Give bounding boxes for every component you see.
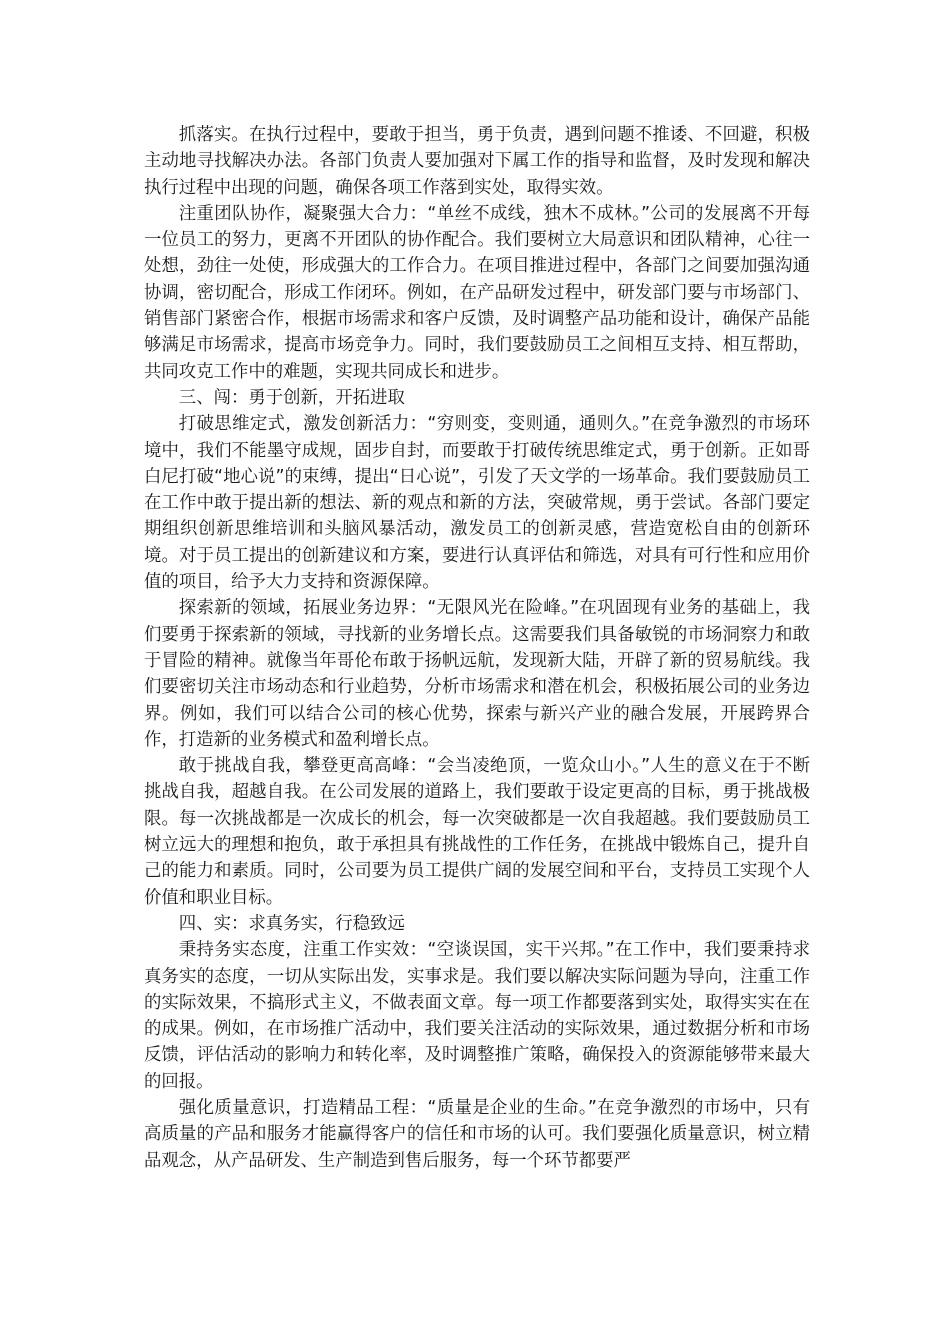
paragraph-quality: 强化质量意识，打造精品工程：“质量是企业的生命。”在竞争激烈的市场中，只有高质量的产品和服务才能赢得客户的信任和市场的认可。我们要强化质量意识，树立精品观念，从产品研发、生产制造到售后服务，每一个环节都要严 — [144, 1097, 810, 1171]
document-page — [144, 122, 810, 1174]
paragraph-teamwork: 注重团队协作，凝聚强大合力：“单丝不成线，独木不成林。”公司的发展离不开每一位员工的努力，更离不开团队的协作配合。我们要树立大局意识和团队精神，心往一处想，劲往一处使，形成强大的工作合力。在项目推进过程中，各部门之间要加强沟通协调，密切配合，形成工作闭环。例如，在产品研发过程中，研发部门要与市场部门、销售部门紧密合作，根据市场需求和客户反馈，及时调整产品功能和设计，确保产品能够满足市场需求，提高市场竞争力。同时，我们要鼓励员工之间相互支持、相互帮助，共同攻克工作中的难题，实现共同成长和进步。 — [144, 203, 810, 382]
section-heading-innovation: 三、闯：勇于创新，开拓进取 — [178, 387, 405, 408]
paragraph-challenge-self: 敢于挑战自我，攀登更高高峰：“会当凌绝顶，一览众山小。”人生的意义在于不断挑战自我，超越自我。在公司发展的道路上，我们要敢于设定更高的目标，勇于挑战极限。每一次挑战都是一次成长的机会，每一次突破都是一次自我超越。我们要鼓励员工树立远大的理想和抱负，敢于承担具有挑战性的工作任务，在挑战中锻炼自己，提升自己的能力和素质。同时，公司要为员工提供广阔的发展空间和平台，支持员工实现个人价值和职业目标。 — [144, 756, 810, 908]
paragraph-explore-fields: 探索新的领域，拓展业务边界：“无限风光在险峰。”在巩固现有业务的基础上，我们要勇于探索新的领域，寻找新的业务增长点。这需要我们具备敏锐的市场洞察力和敢于冒险的精神。就像当年哥伦布敢于扬帆远航，发现新大陆，开辟了新的贸易航线。我们要密切关注市场动态和行业趋势，分析市场需求和潜在机会，积极拓展公司的业务边界。例如，我们可以结合公司的核心优势，探索与新兴产业的融合发展，开展跨界合作，打造新的业务模式和盈利增长点。 — [144, 598, 810, 750]
paragraph-break-thinking: 打破思维定式，激发创新活力：“穷则变，变则通，通则久。”在竞争激烈的市场环境中，我们不能墨守成规，固步自封，而要敢于打破传统思维定式，勇于创新。正如哥白尼打破“地心说”的束缚，提出“日心说”，引发了天文学的一场革命。我们要鼓励员工在工作中敢于提出新的想法、新的观点和新的方法，突破常规，勇于尝试。各部门要定期组织创新思维培训和头脑风暴活动，激发员工的创新灵感，营造宽松自由的创新环境。对于员工提出的创新建议和方案，要进行认真评估和筛选，对具有可行性和应用价值的项目，给予大力支持和资源保障。 — [144, 414, 810, 593]
paragraph-execution: 抓落实。在执行过程中，要敢于担当，勇于负责，遇到问题不推诿、不回避，积极主动地寻找解决办法。各部门负责人要加强对下属工作的指导和监督，及时发现和解决执行过程中出现的问题，确保各项工作落到实处，取得实效。 — [144, 125, 810, 198]
section-heading-pragmatism: 四、实：求真务实，行稳致远 — [178, 913, 405, 934]
paragraph-pragmatic-attitude: 秉持务实态度，注重工作实效：“空谈误国，实干兴邦。”在工作中，我们要秉持求真务实的态度，一切从实际出发，实事求是。我们要以解决实际问题为导向，注重工作的实际效果，不搞形式主义，不做表面文章。每一项工作都要落到实处，取得实实在在的成果。例如，在市场推广活动中，我们要关注活动的实际效果，通过数据分析和市场反馈，评估活动的影响力和转化率，及时调整推广策略，确保投入的资源能够带来最大的回报。 — [144, 940, 810, 1092]
